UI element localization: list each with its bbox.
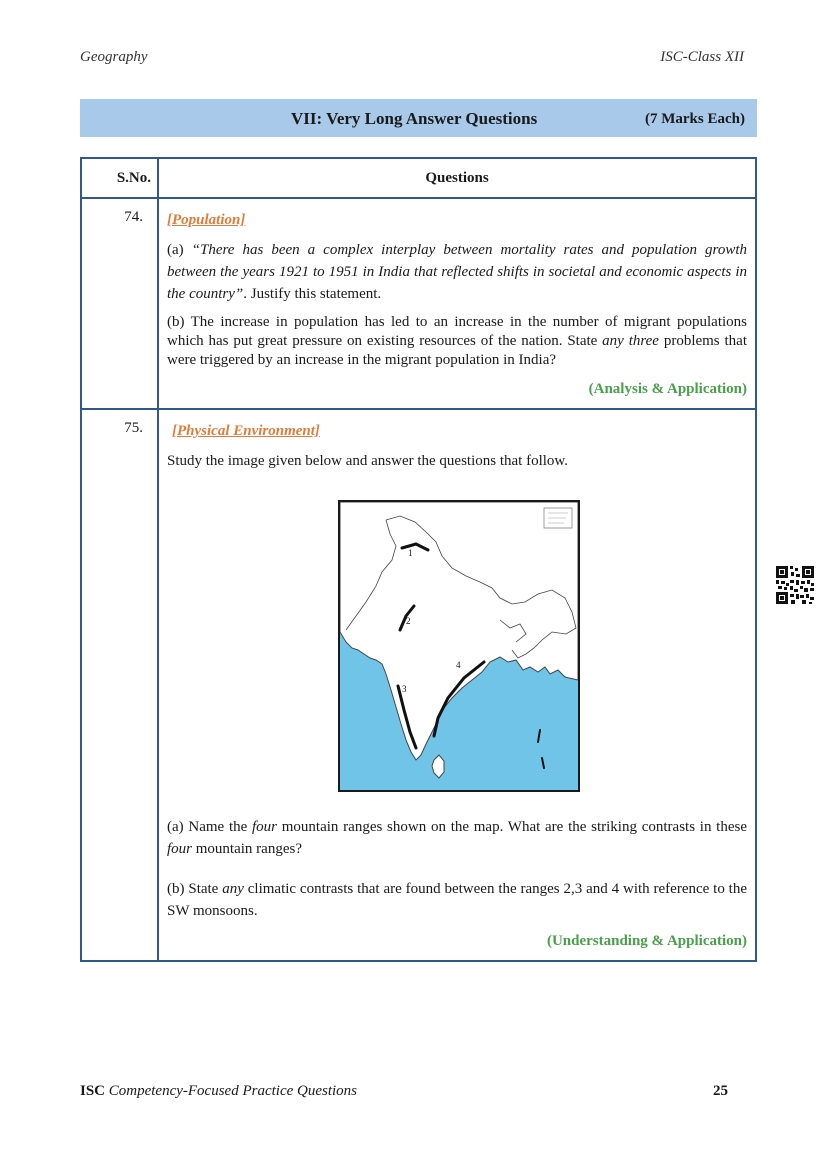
skill-tag: (Understanding & Application) [546,933,747,949]
india-map-image [338,500,580,792]
emphasis-any: any [222,881,244,897]
part-label: (a) [167,242,192,258]
question-row-75 [81,409,756,961]
question-part-a [167,816,747,860]
emphasis-any: any [602,333,624,349]
question-part-b [167,313,747,370]
section-title: VII: Very Long Answer Questions [291,109,538,128]
part-a-text-end: mountain ranges? [192,841,302,857]
instruction-text: . Justify this statement. [243,286,382,302]
section-marks: (7 Marks Each) [645,111,745,127]
emphasis-four: four [252,819,278,835]
qr-code-icon [776,566,814,604]
quoted-statement: “There has been a complex interplay between mortality rates and population growth between the years 1921 to 1951 in India that reflected shifts in societal and economic aspects in the country” [167,242,747,302]
emphasis-three: three [628,333,659,349]
question-intro: Study the image given below and answer the questions that follow. [167,453,569,469]
column-header-questions: Questions [158,158,756,198]
emphasis-four: four [167,841,193,857]
section-banner [80,99,757,137]
map-label-1: 1 [408,548,413,558]
map-label-2: 2 [406,616,411,626]
question-part-a [167,239,747,305]
questions-table [80,157,757,962]
question-number: 74. [81,198,158,409]
column-header-sno: S.No. [81,158,158,198]
part-b-text: (b) State [167,881,223,897]
header-subject: Geography [80,49,148,65]
india-map-svg [340,502,578,790]
part-b-text: (b) The increase in population has led to an increase in the number of migrant populations which has put great pressure on existing resources of the nation. State [167,314,747,349]
part-a-text: (a) Name the [167,819,253,835]
footer-brand: ISC [80,1083,106,1099]
question-row-74 [81,198,756,409]
part-a-text-mid: mountain ranges shown on the map. What are the striking contrasts in these [277,819,747,835]
map-label-4: 4 [456,660,461,670]
question-topic: [Population] [167,212,246,228]
question-part-b [167,878,747,922]
footer-subtitle: Competency-Focused Practice Questions [105,1083,358,1099]
question-body [158,409,756,961]
map-label-3: 3 [402,684,407,694]
part-b-text-end: climatic contrasts that are found between the ranges 2,3 and 4 with reference to the SW monsoons. [167,881,748,919]
question-topic: [Physical Environment] [172,423,320,439]
question-number: 75. [81,409,158,961]
skill-tag: (Analysis & Application) [588,381,747,397]
table-header-row [81,158,756,198]
page-number: 25 [713,1083,728,1099]
header-class: ISC-Class XII [660,49,744,65]
footer-title [80,1083,357,1100]
question-body [158,198,756,409]
part-b-text-end: problems that were triggered by an increase in the migrant population in India? [167,333,747,368]
